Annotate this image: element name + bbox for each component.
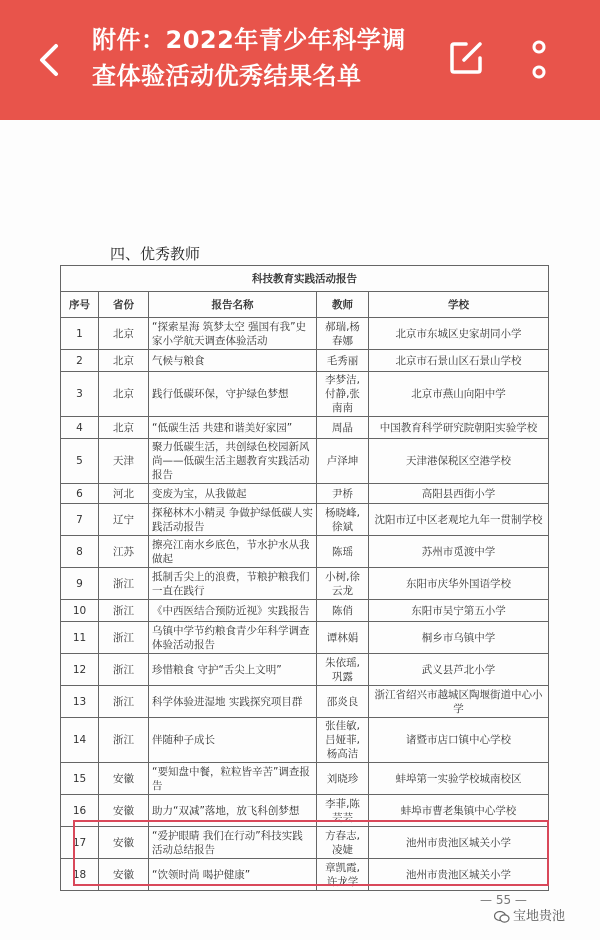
row-province: 浙江 (99, 622, 149, 654)
row-number: 11 (61, 622, 99, 654)
row-report-title: “饮领时尚 喝护健康” (149, 859, 317, 891)
row-province: 北京 (99, 417, 149, 439)
row-school: 北京市燕山向阳中学 (369, 372, 549, 417)
row-teacher: 卢泽坤 (317, 439, 369, 484)
table-row (61, 372, 549, 417)
row-report-title: “低碳生活 共建和谐美好家园” (149, 417, 317, 439)
row-report-title: 变废为宝，从我做起 (149, 484, 317, 504)
row-number: 8 (61, 536, 99, 568)
row-number: 9 (61, 568, 99, 600)
row-school: 高阳县西街小学 (369, 484, 549, 504)
row-school: 中国教育科学研究院朝阳实验学校 (369, 417, 549, 439)
row-teacher: 张佳敏,吕娅菲,杨高洁 (317, 718, 369, 763)
row-number: 16 (61, 795, 99, 827)
row-number: 3 (61, 372, 99, 417)
row-school: 东阳市庆华外国语学校 (369, 568, 549, 600)
row-number: 14 (61, 718, 99, 763)
table-row (61, 318, 549, 350)
row-province: 浙江 (99, 654, 149, 686)
row-report-title: 《中西医结合预防近视》实践报告 (149, 600, 317, 622)
table-row (61, 350, 549, 372)
table-row (61, 686, 549, 718)
row-school: 苏州市觅渡中学 (369, 536, 549, 568)
row-teacher: 毛秀丽 (317, 350, 369, 372)
table-row (61, 622, 549, 654)
row-teacher: 朱依瑶,巩露 (317, 654, 369, 686)
row-school: 诸暨市店口镇中心学校 (369, 718, 549, 763)
table-row (61, 654, 549, 686)
row-teacher: 周晶 (317, 417, 369, 439)
row-province: 北京 (99, 350, 149, 372)
row-report-title: 擦亮江南水乡底色，节水护水从我做起 (149, 536, 317, 568)
wechat-icon (494, 910, 510, 924)
row-teacher: 章凯霞,许龙学 (317, 859, 369, 891)
row-school: 北京市东城区史家胡同小学 (369, 318, 549, 350)
row-teacher: 陈俏 (317, 600, 369, 622)
row-school: 浙江省绍兴市越城区陶堰街道中心小学 (369, 686, 549, 718)
row-school: 沈阳市辽中区老观坨九年一贯制学校 (369, 504, 549, 536)
more-button[interactable] (524, 38, 554, 82)
section-heading: 四、优秀教师 (110, 245, 201, 263)
row-report-title: 乌镇中学节约粮食青少年科学调查体验活动报告 (149, 622, 317, 654)
row-teacher: 李菲,陈芸芸 (317, 795, 369, 827)
row-report-title: 伴随种子成长 (149, 718, 317, 763)
row-province: 安徽 (99, 795, 149, 827)
table-row (61, 484, 549, 504)
row-province: 安徽 (99, 763, 149, 795)
row-report-title: “探索星海 筑梦太空 强国有我”史家小学航天调查体验活动 (149, 318, 317, 350)
row-report-title: 践行低碳环保，守护绿色梦想 (149, 372, 317, 417)
row-report-title: 气候与粮食 (149, 350, 317, 372)
back-arrow-icon (28, 38, 72, 82)
row-province: 北京 (99, 372, 149, 417)
row-school: 蚌埠第一实验学校城南校区 (369, 763, 549, 795)
column-header: 教师 (317, 292, 369, 318)
row-teacher: 李梦洁,付静,张南南 (317, 372, 369, 417)
row-school: 武义县芦北小学 (369, 654, 549, 686)
row-number: 17 (61, 827, 99, 859)
row-teacher: 方春志,凌婕 (317, 827, 369, 859)
row-province: 浙江 (99, 718, 149, 763)
row-number: 1 (61, 318, 99, 350)
table-row (61, 439, 549, 484)
row-province: 天津 (99, 439, 149, 484)
row-school: 池州市贵池区城关小学 (369, 859, 549, 891)
column-header: 学校 (369, 292, 549, 318)
row-report-title: “要知盘中餐，粒粒皆辛苦”调查报告 (149, 763, 317, 795)
row-number: 15 (61, 763, 99, 795)
table-row (61, 568, 549, 600)
column-header: 报告名称 (149, 292, 317, 318)
row-school: 桐乡市乌镇中学 (369, 622, 549, 654)
table-title: 科技教育实践活动报告 (61, 266, 549, 292)
row-province: 浙江 (99, 686, 149, 718)
row-report-title: 聚力低碳生活，共创绿色校园新风尚——低碳生活主题教育实践活动报告 (149, 439, 317, 484)
row-school: 蚌埠市曹老集镇中心学校 (369, 795, 549, 827)
row-teacher: 陈瑶 (317, 536, 369, 568)
page-title: 附件：2022年青少年科学调查体验活动优秀结果名单 (92, 26, 406, 90)
row-report-title: 科学体验进湿地 实践探究项目群 (149, 686, 317, 718)
highlight-box (73, 820, 549, 886)
row-teacher: 杨晓峰,徐斌 (317, 504, 369, 536)
row-school: 天津港保税区空港学校 (369, 439, 549, 484)
watermark-text: 宝地贵池 (513, 909, 566, 924)
edit-button[interactable] (446, 38, 486, 78)
document-page[interactable] (0, 120, 600, 940)
row-school: 东阳市吴宁第五小学 (369, 600, 549, 622)
row-province: 北京 (99, 318, 149, 350)
row-school: 池州市贵池区城关小学 (369, 827, 549, 859)
row-number: 10 (61, 600, 99, 622)
row-number: 18 (61, 859, 99, 891)
row-number: 6 (61, 484, 99, 504)
row-report-title: 助力“双减”落地，放飞科创梦想 (149, 795, 317, 827)
back-button[interactable] (28, 38, 72, 82)
row-province: 江苏 (99, 536, 149, 568)
row-report-title: 抵制舌尖上的浪费，节粮护粮我们一直在践行 (149, 568, 317, 600)
column-header: 省份 (99, 292, 149, 318)
table-row (61, 536, 549, 568)
row-province: 安徽 (99, 827, 149, 859)
row-teacher: 邵炎良 (317, 686, 369, 718)
edit-icon (446, 38, 486, 78)
column-header: 序号 (61, 292, 99, 318)
row-teacher: 谭林娟 (317, 622, 369, 654)
row-number: 12 (61, 654, 99, 686)
row-teacher: 尹桥 (317, 484, 369, 504)
row-province: 安徽 (99, 859, 149, 891)
row-number: 13 (61, 686, 99, 718)
table-row (61, 417, 549, 439)
row-number: 4 (61, 417, 99, 439)
row-province: 河北 (99, 484, 149, 504)
page-number: — 55 — (480, 893, 527, 907)
row-number: 5 (61, 439, 99, 484)
row-report-title: 探秘林木小精灵 争做护绿低碳人实践活动报告 (149, 504, 317, 536)
row-school: 北京市石景山区石景山学校 (369, 350, 549, 372)
row-teacher: 小树,徐云龙 (317, 568, 369, 600)
table-row (61, 718, 549, 763)
row-number: 7 (61, 504, 99, 536)
table-row (61, 504, 549, 536)
row-teacher: 刘晓珍 (317, 763, 369, 795)
watermark (494, 905, 565, 924)
app-header (0, 0, 600, 120)
row-report-title: 珍惜粮食 守护“舌尖上文明” (149, 654, 317, 686)
row-number: 2 (61, 350, 99, 372)
row-province: 辽宁 (99, 504, 149, 536)
row-province: 浙江 (99, 600, 149, 622)
row-report-title: “爱护眼睛 我们在行动”科技实践活动总结报告 (149, 827, 317, 859)
row-teacher: 郝瑞,杨春娜 (317, 318, 369, 350)
table-row (61, 763, 549, 795)
table-row (61, 600, 549, 622)
row-province: 浙江 (99, 568, 149, 600)
awards-table (60, 265, 549, 891)
more-vertical-icon (524, 38, 554, 82)
